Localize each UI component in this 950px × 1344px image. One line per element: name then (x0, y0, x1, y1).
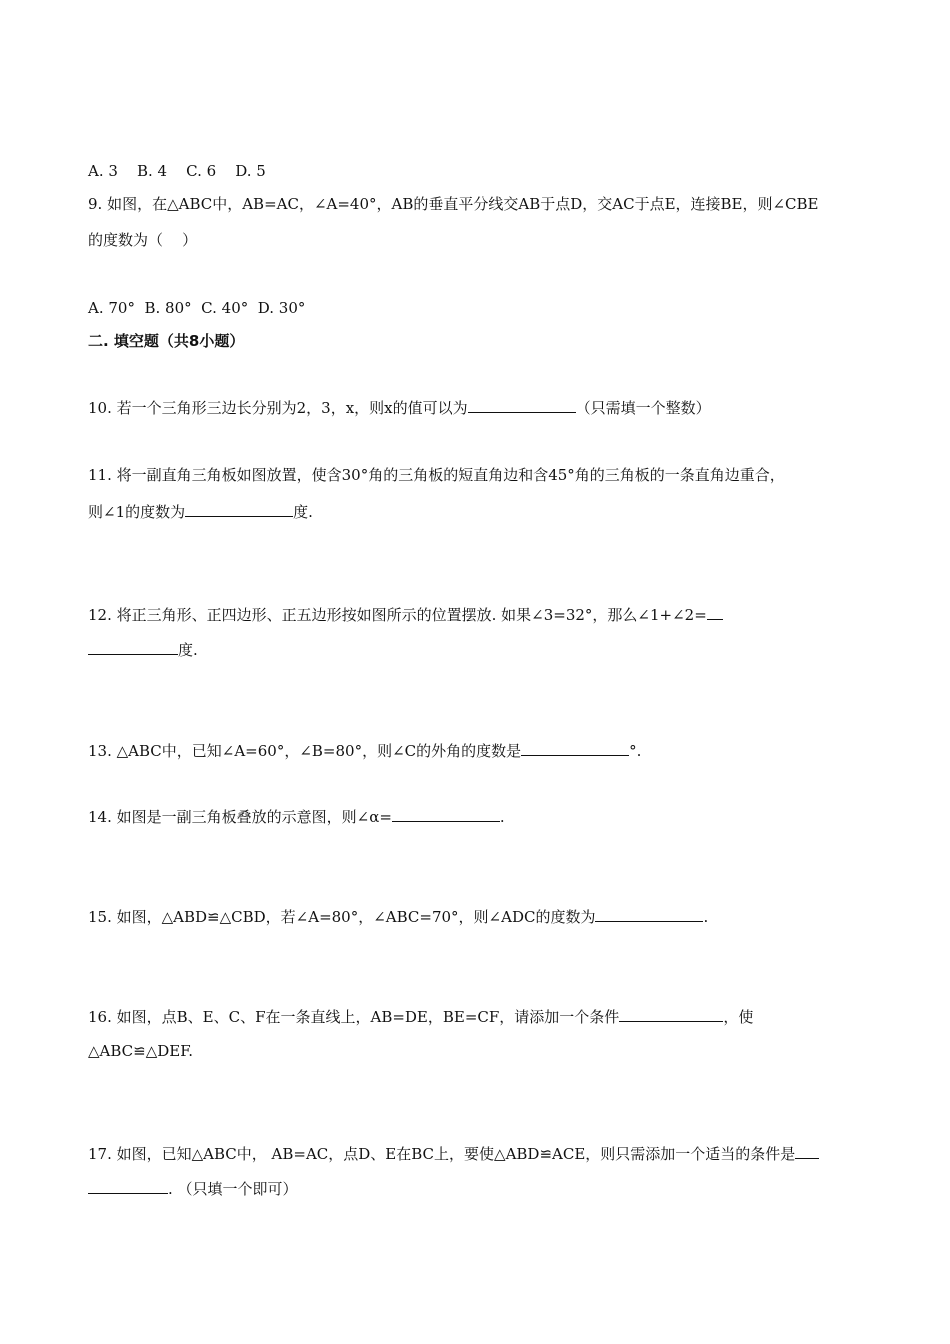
q17-line1 (88, 1143, 819, 1164)
q10 (88, 397, 711, 418)
q15 (88, 906, 708, 927)
q17-line2 (88, 1178, 298, 1199)
q17-answer-blank-start[interactable] (795, 1143, 819, 1159)
q9-line1 (88, 194, 819, 214)
q14-stem: 14. 如图是一副三角板叠放的示意图，则∠α= (88, 808, 392, 826)
q11-line2 (88, 501, 313, 522)
q10-stem: 10. 若一个三角形三边长分别为2，3，x，则x的值可以为 (88, 399, 468, 417)
q13-answer-blank[interactable] (521, 740, 629, 756)
q13-tail: °. (629, 742, 642, 760)
q15-tail: . (703, 908, 709, 926)
q14-tail: . (499, 808, 505, 826)
q12-answer-blank-start[interactable] (707, 604, 723, 620)
q17-answer-blank-end[interactable] (88, 1178, 168, 1194)
q9-stem-line1: 9. 如图，在△ABC中，AB=AC，∠A=40°，AB的垂直平分线交AB于点D，交AC于点E，连接BE，则∠CBE (88, 195, 819, 213)
section2-title: 二. 填空题（共8小题） (88, 332, 245, 350)
q12-tail: 度. (178, 641, 198, 659)
q12-stem: 12. 将正三角形、正四边形、正五边形按如图所示的位置摆放. 如果∠3=32°，那么∠1+∠2= (88, 606, 707, 624)
q10-answer-blank[interactable] (468, 397, 576, 413)
q11-line1 (88, 465, 785, 485)
q16-tail: ，使 (723, 1008, 754, 1026)
q9-stem-line2: 的度数为（ ） (88, 231, 198, 249)
q14 (88, 806, 505, 827)
q13-stem: 13. △ABC中，已知∠A=60°，∠B=80°，则∠C的外角的度数是 (88, 742, 522, 760)
q11-stem-line2: 则∠1的度数为 (88, 503, 186, 521)
q9-line2 (88, 230, 197, 250)
q16-stem-line2: △ABC≌△DEF. (88, 1042, 194, 1060)
q9-options (88, 298, 305, 318)
q16-line1 (88, 1006, 753, 1027)
q9-options-text: A. 70° B. 80° C. 40° D. 30° (88, 299, 306, 317)
q16-answer-blank[interactable] (619, 1006, 723, 1022)
q12-line1 (88, 604, 723, 625)
q13 (88, 740, 641, 761)
q12-line2 (88, 639, 198, 660)
q16-line2 (88, 1041, 193, 1061)
q12-answer-blank-end[interactable] (88, 639, 178, 655)
q11-tail: 度. (293, 503, 313, 521)
q16-stem: 16. 如图，点B、E、C、F在一条直线上，AB=DE，BE=CF，请添加一个条件 (88, 1008, 620, 1026)
q11-stem-line1: 11. 将一副直角三角板如图放置，使含30°角的三角板的短直角边和含45°角的三角板的一条直角边重合， (88, 466, 785, 484)
q15-answer-blank[interactable] (595, 906, 703, 922)
section2-heading (88, 331, 244, 351)
q14-answer-blank[interactable] (392, 806, 500, 822)
q11-answer-blank[interactable] (185, 501, 293, 517)
q8-options-text: A. 3 B. 4 C. 6 D. 5 (88, 162, 266, 180)
q17-tail: . （只填一个即可） (168, 1180, 298, 1198)
q17-stem: 17. 如图，已知△ABC中， AB=AC，点D、E在BC上，要使△ABD≌ACE，则只需添加一个适当的条件是 (88, 1145, 796, 1163)
q10-tail: （只需填一个整数） (575, 399, 711, 417)
q8-options (88, 161, 266, 181)
q15-stem: 15. 如图，△ABD≌△CBD，若∠A=80°，∠ABC=70°，则∠ADC的度数为 (88, 908, 596, 926)
